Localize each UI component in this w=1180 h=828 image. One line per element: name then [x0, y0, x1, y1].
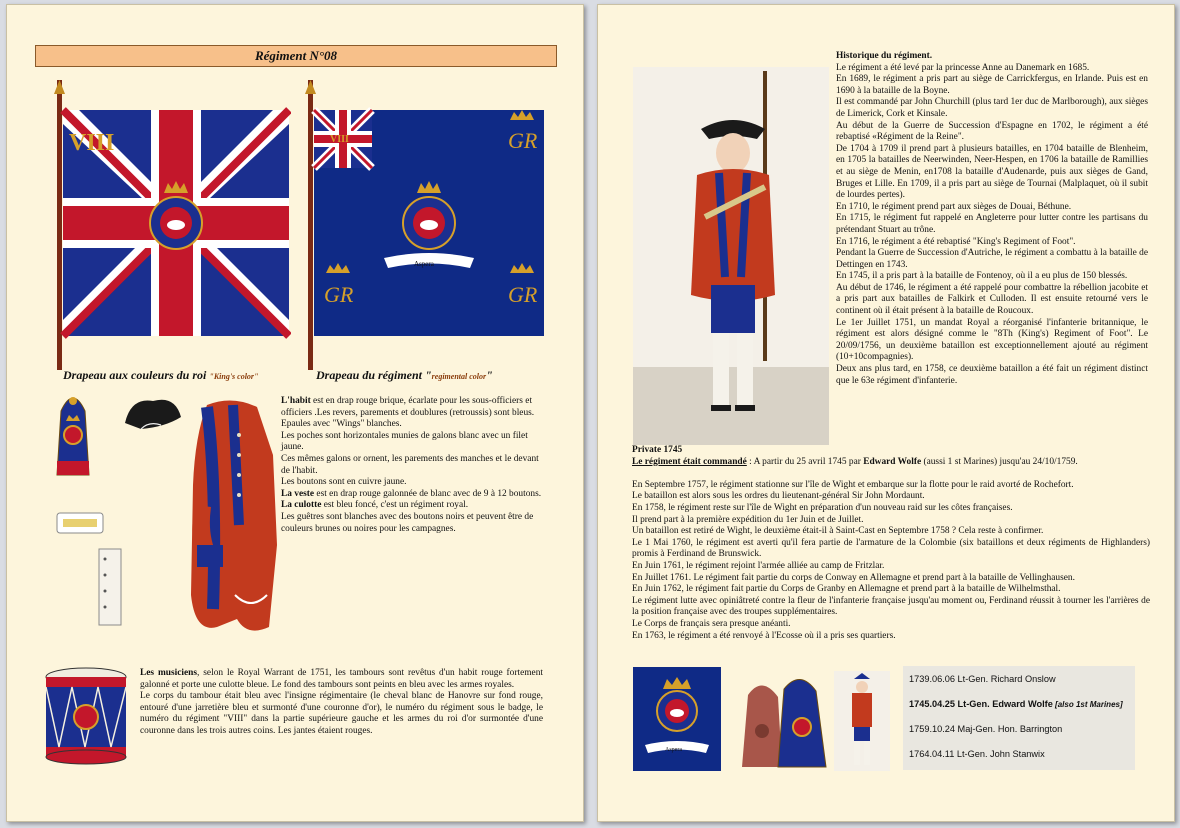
grenadier-caps-image — [738, 671, 830, 771]
uniform-line-0: L'habit est en drap rouge brique, écarlate pour les sous-officiers et officiers .Les revers, parements et doublures (retroussis) sont bleus. — [281, 396, 535, 418]
colonel-row-3: 1764.04.11 Lt-Gen. John Stanwix — [909, 749, 1045, 759]
private-caption: Private 1745 — [632, 445, 683, 455]
kings-color-caption: Drapeau aux couleurs du roi "King's color" — [63, 368, 259, 382]
mitre-cap-image — [51, 391, 95, 481]
svg-text:Aspera: Aspera — [414, 260, 434, 268]
svg-text:GR: GR — [508, 128, 538, 153]
uniform-line-6: La culotte est bleu foncé, c'est un régiment royal. — [281, 500, 469, 511]
history-section: Historique du régiment. Le régiment a été levé par la princesse Anne au Danemark en 1685. En 1689, le régiment a pris part au siège de Carrickfergus, en Irlande. Puis est en 1690 à la bataille de la Boyne. Il est commandé par John Churchill (plus tard 1er duc de Marlborough), aux sièges de Limerick, Cork et Kinsale. Au début de la Guerre de Succession d'Espagne en 1702, le régiment a été rebaptisé «Régiment de la Reine". De 1704 à 1709 il prend part à plusieurs batailles, en 1704 bataille de Blenheim, en 1705 la batailles de Neerwinden, Neer-Hespen, en 1706 la bataille de Ramillies et au siège de Menin, en1708 la bataille d'Audenarde, puis aux sièges de Gand, Bruges et Lille. En 1709, il a pris part au siège de Tournai (Malplaquet, où il subit de lourdes pertes). En 1710, le régiment prend part aux sièges de Douai, Béthune. En 1715, le régiment fut rappelé en Angleterre pour lutter contre les partisans du prétendant Stuart au trône. En 1716, le régiment a été rebaptisé "King's Regiment of Foot". Pendant la Guerre de Succession d'Autriche, le régiment a combattu à la bataille de Dettingen en 1743. En 1745, il a pris part à la bataille de Fontenoy, où il a eu plus de 150 blessés. Au début de 1746, le régiment a été rappelé pour combattre la rébellion jacobite et a pris part aux batailles de Falkirk et Culloden. Il est ensuite retourné vers le continent où il était présent à la bataille de Roucoux. Le 1er Juillet 1751, un mandat Royal a réorganisé l'infanterie britannique, le régiment est alors désigné comme le "8Th (King's) Regiment of Foot". Le 20/09/1756, un deuxième bataillon est exceptionnellement ajouté au régiment (10+10compagnies). Deux ans plus tard, en 1758, ce deuxième bataillon a été fait un régiment distinct que le 63e régiment d'infanterie. — [836, 51, 1148, 386]
colonel-row-2: 1759.10.24 Maj-Gen. Hon. Barrington — [909, 724, 1063, 734]
badge-motto: Aspera — [665, 747, 682, 753]
private-1745-image — [633, 67, 829, 445]
coat-image — [177, 395, 287, 650]
history-title: Historique du régiment. — [836, 51, 933, 61]
regimental-badge-image — [633, 667, 721, 771]
uniform-line-3: Ces mêmes galons or ornent, les parements des manches et le devant de l'habit. — [281, 453, 539, 476]
svg-text:GR: GR — [508, 282, 538, 307]
colonels-list — [903, 666, 1135, 770]
regimental-color-flag — [302, 80, 547, 370]
regiment-title: Régiment N°08 — [35, 45, 557, 67]
tricorne-hat-image — [121, 393, 185, 433]
colonel-row-0: 1739.06.06 Lt-Gen. Richard Onslow — [909, 674, 1056, 684]
flag2-numeral: VIII — [330, 134, 349, 145]
uniform-line-2: Les poches sont horizontales munies de galons blanc avec un filet jaune. — [281, 430, 528, 453]
epaulette-image — [55, 507, 105, 539]
drummer-image — [834, 671, 890, 771]
uniform-description — [281, 396, 546, 535]
uniform-line-7: Les guêtres sont blanches avec des boutons noirs et peuvent être de couleurs brunes ou noires pour les campagnes. — [281, 511, 534, 534]
gaiter-image — [93, 547, 127, 627]
svg-text:GR: GR — [324, 282, 354, 307]
right-page — [597, 4, 1175, 822]
colonel-row-1: 1745.04.25 Lt-Gen. Edward Wolfe [also 1st Marines] — [909, 699, 1123, 709]
command-section: Private 1745 Le régiment était commandé : A partir du 25 avril 1745 par Edward Wolfe (aussi 1 st Marines) jusqu'au 24/10/1759. En Septembre 1757, le régiment stationne sur l'île de Wight et embarque sur la flotte pour le raid avorté de Rochefort. Le bataillon est alors sous les ordres du lieutenant-général Sir John Mordaunt. En 1758, le régiment reste sur l'île de Wight en préparation d'un nouveau raid sur les côtes françaises. Il prend part à la première expédition du 1er Juin et de Juillet. Un bataillon est retiré de Wight, le deuxième était-il à Saint-Cast en Septembre 1758 ? Cela reste à confirmer. Le 1 Mai 1760, le régiment est averti qu'il fera partie de l'armature de la Colombie (six bataillons et deux régiments de Highlanders) promis à Ferdinand de Brunswick. En Juin 1761, le régiment rejoint l'armée alliée au camp de Fritzlar. En Juillet 1761. Le régiment fait partie du corps de Conway en Allemagne et prend part à la bataille de Vellinghausen. En Juin 1762, le régiment fait partie du Corps de Granby en Allemagne et prend part à la bataille de Wilhelmsthal. Le régiment lutte avec opiniâtreté contre la fleur de l'infanterie française jusqu'au moment ou, Ferdinand réussit à tourner les l'arrières de la position française avec des troupes supplémentaires. Le Corps de français sera presque anéanti. En 1763, le régiment a été renvoyé à l'Ecosse où il a pris ses quartiers. — [632, 445, 1150, 641]
uniform-line-1: Epaules avec "Wings" blanches. — [281, 419, 402, 430]
left-page — [6, 4, 584, 822]
flag1-numeral: VIII — [69, 130, 115, 156]
regimental-color-caption: Drapeau du régiment "regimental color" — [316, 368, 493, 382]
uniform-line-5: La veste est en drap rouge galonnée de blanc avec de 9 à 12 boutons. — [281, 488, 542, 499]
uniform-line-4: Les boutons sont en cuivre jaune. — [281, 477, 407, 488]
drum-image — [41, 665, 131, 765]
musicians-description: Les musiciens, selon le Royal Warrant de 1751, les tambours sont revêtus d'un habit rouge fortement galonné et porte une culotte bleue. Le fond des tambours sont peints en bleu avec les armes royales. Le corps du tambour était bleu avec l'insigne régimentaire (le cheval blanc de Hanovre sur fond rouge, entouré d'une jarretière bleu et surmonté d'une couronne d'or), le numéro du régiment sous le badge, le numéro du régiment "VIII" dans la partie supérieure gauche et les armes du roi d'or surmontée d'une couronne dans les trois autres coins. Les jantes étaient rouges. — [140, 668, 543, 736]
kings-color-flag — [51, 80, 291, 370]
